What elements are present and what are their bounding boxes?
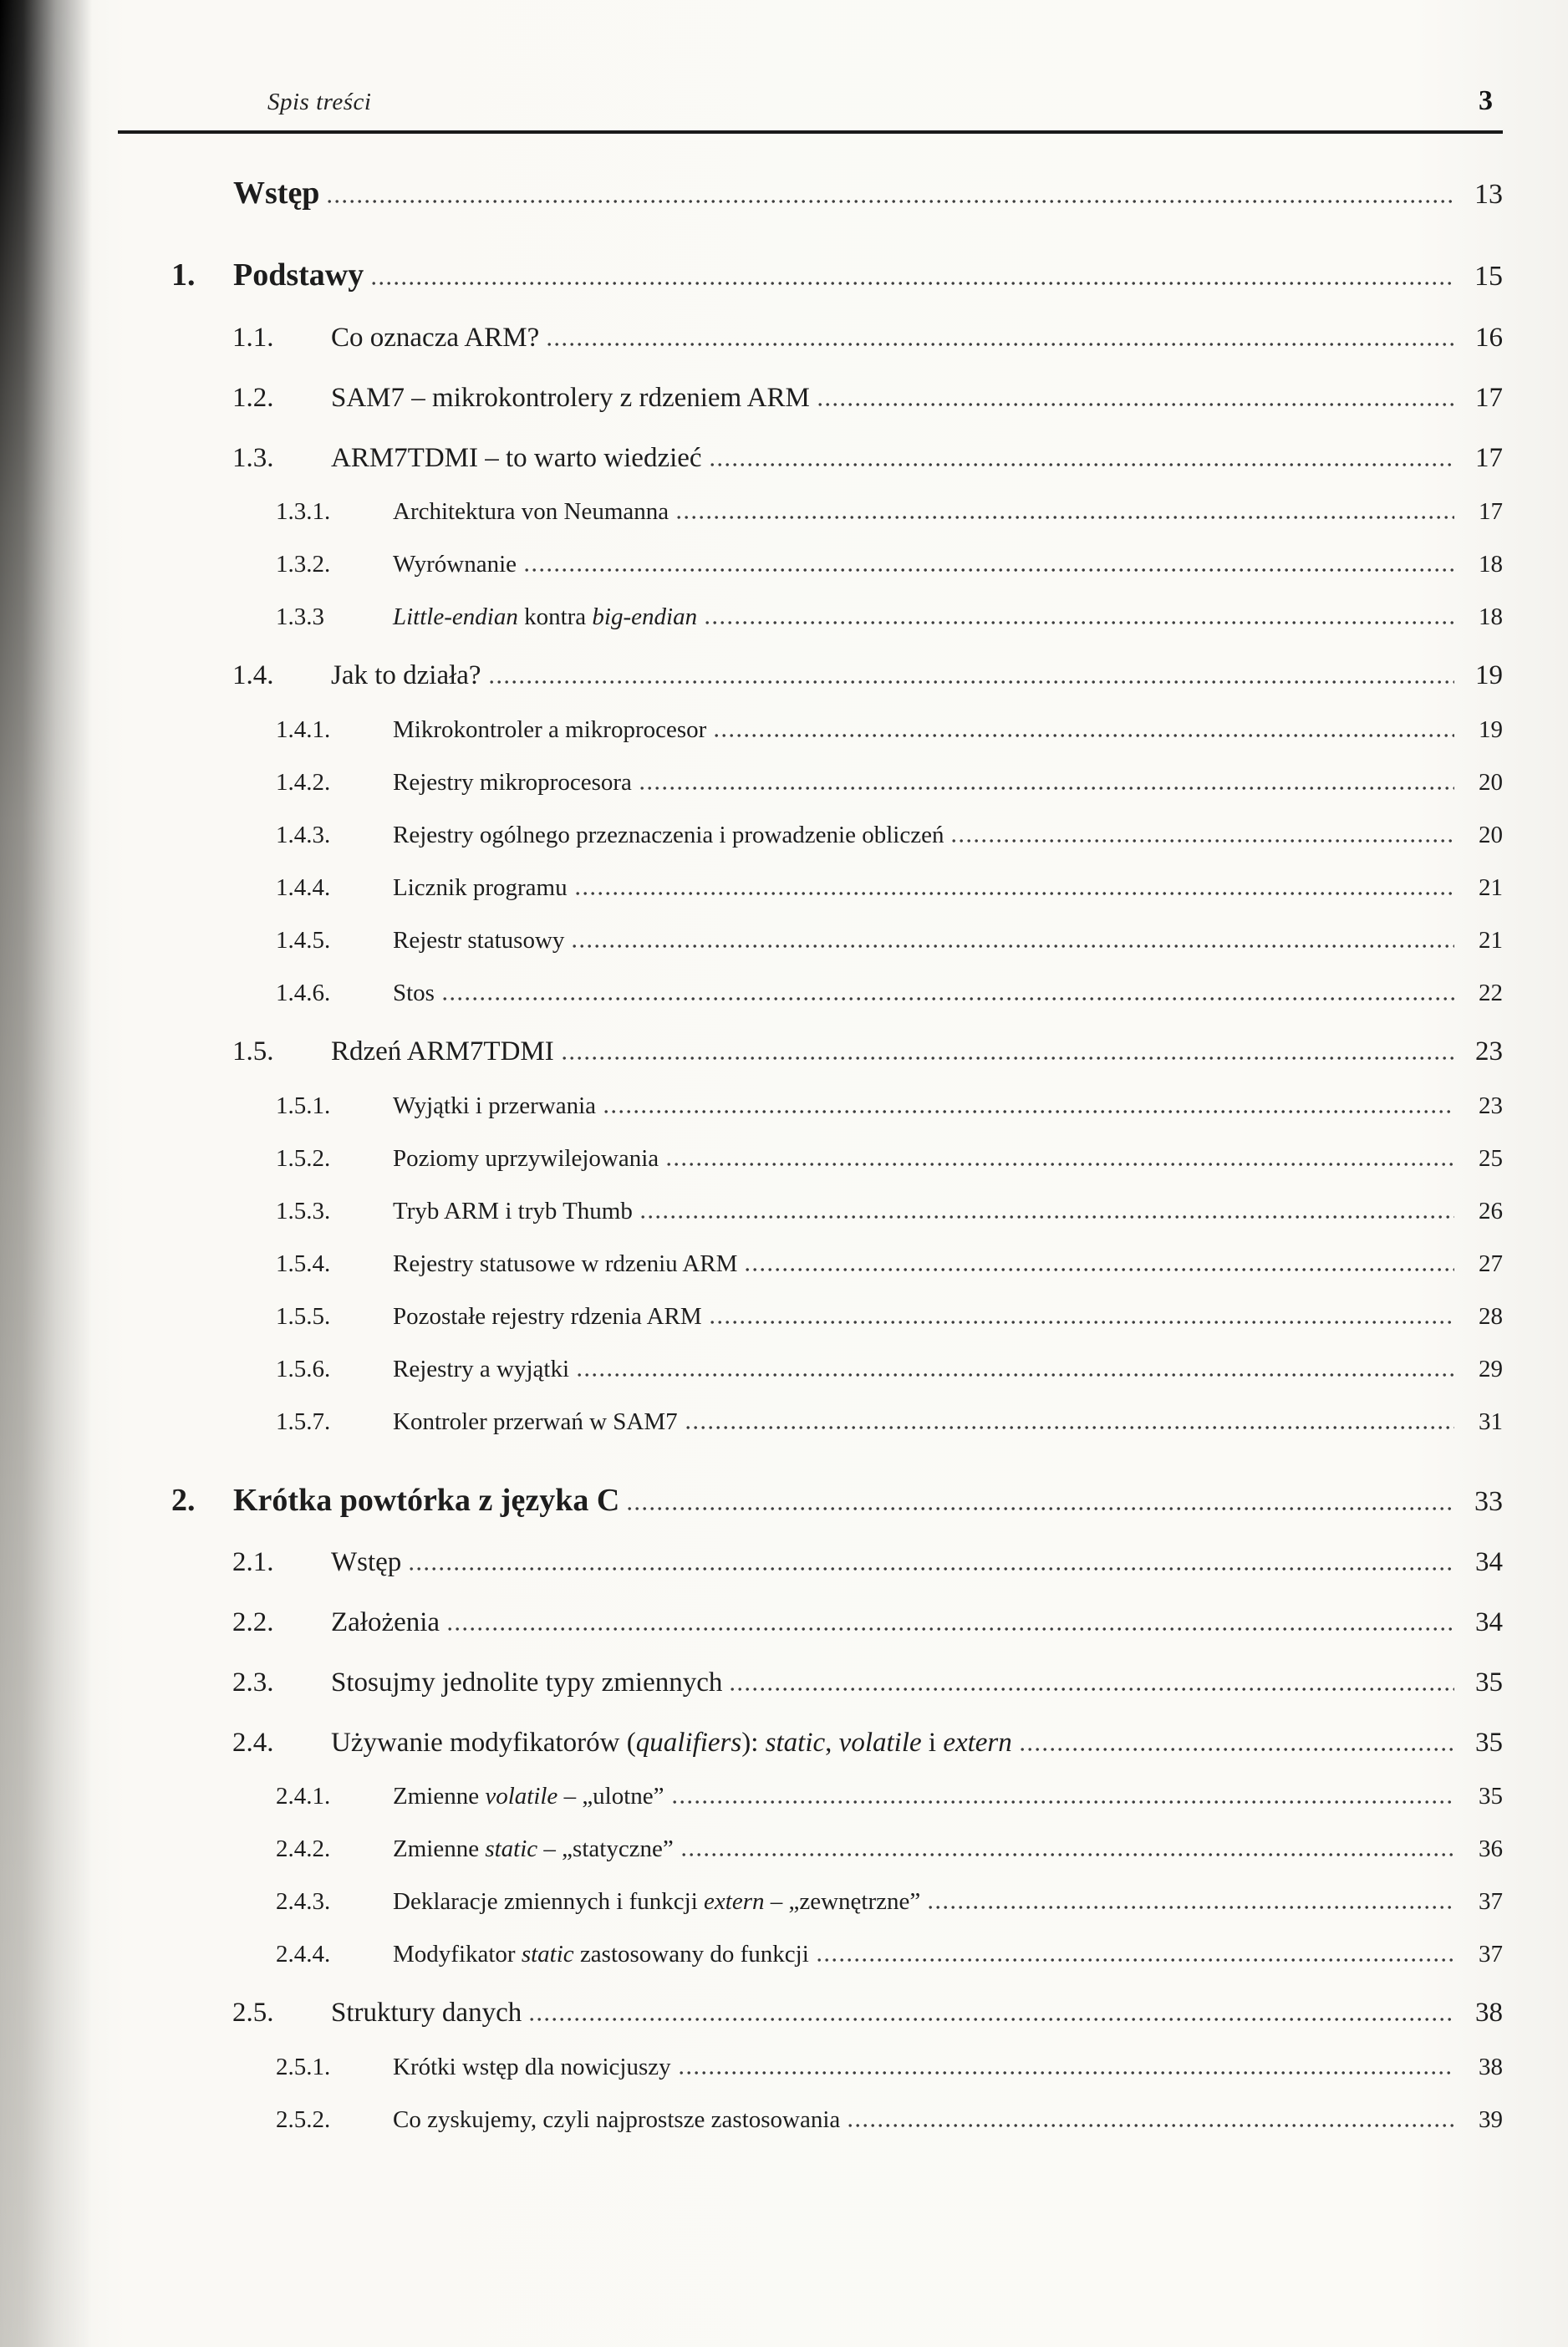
dotted-leader [443,997,1454,1000]
dotted-leader [682,1853,1454,1856]
toc-entry-title: Struktury danych [331,1998,522,2029]
toc-entry-number: 2.5. [232,1998,274,2029]
toc-entry-number: 1.1. [232,322,274,353]
toc-entry-title: Krótka powtórka z języka C [233,1482,620,1518]
toc-entry [232,1606,1503,1640]
toc-entry [171,1481,1503,1520]
toc-entry-title: Co oznacza ARM? [331,322,540,353]
toc-entry [276,821,1503,851]
toc-entry-number: 2.3. [232,1667,274,1698]
toc-entry-number: 1.5.3. [276,1197,331,1224]
dotted-leader [604,1110,1454,1113]
toc-entry-title: Wstęp [233,176,320,211]
dotted-leader [715,734,1454,737]
running-title: Spis treści [267,89,372,115]
toc-entry-page: 17 [1475,382,1503,413]
toc-entry-title: Mikrokontroler a mikroprocesor [393,716,707,744]
toc-entry-number: 1.5.2. [276,1144,331,1172]
toc-entry-page: 17 [1475,442,1503,473]
toc-entry [232,1545,1503,1580]
dotted-leader [746,1268,1454,1271]
dotted-leader [731,1688,1454,1691]
toc-entry-number: 1.5.1. [276,1092,331,1119]
dotted-leader [547,343,1454,346]
toc-entry-title: Wyrównanie [393,551,517,578]
toc-entry-number: 1.5.6. [276,1355,331,1382]
toc-entry-title: Krótki wstęp dla nowicjuszy [393,2054,671,2081]
dotted-leader [929,1906,1454,1909]
toc-entry [276,1250,1503,1280]
dotted-leader [573,944,1454,948]
toc-entry-number: 1.4.2. [276,769,331,797]
toc-entry [232,659,1503,693]
toc-entry-number: 2.4.3. [276,1888,331,1916]
toc-entry-page: 38 [1475,1998,1503,2029]
dotted-leader [372,282,1454,285]
toc-entry-number: 2.4.2. [276,1835,331,1863]
toc-entry-title: Modyfikator static zastosowany do funkcji [393,1941,809,1968]
toc-entry-title: Zmienne static – „statyczne” [393,1835,674,1863]
toc-entry-number: 1.3.3 [276,603,324,631]
toc-entry-page: 17 [1479,498,1503,526]
toc-entry [276,497,1503,527]
toc-entry [276,1092,1503,1122]
toc-entry-page: 31 [1479,1408,1503,1435]
dotted-leader [817,1958,1454,1962]
toc-entry-page: 15 [1474,261,1503,293]
dotted-leader [578,1373,1454,1377]
dotted-leader [667,1163,1454,1166]
dotted-leader [530,2018,1454,2021]
toc-entry-number: 1.3.2. [276,551,331,578]
dotted-leader [848,2124,1454,2127]
toc-entry-title: Little-endian kontra big-endian [393,603,698,631]
toc-entry [232,1996,1503,2030]
toc-entry [171,174,1503,212]
dotted-leader [328,200,1454,203]
toc-entry [171,256,1503,294]
toc-entry-page: 37 [1479,1888,1503,1916]
toc-entry-number: 2.5.1. [276,2054,331,2081]
toc-entry-page: 21 [1479,874,1503,902]
toc-entry-page: 25 [1479,1144,1503,1172]
toc-entry [276,550,1503,580]
toc-entry-page: 28 [1479,1302,1503,1330]
toc-entry-number: 1.4.6. [276,979,331,1006]
toc-entry-title: Rejestry statusowe w rdzeniu ARM [393,1250,738,1277]
toc-entry-title: Architektura von Neumanna [393,498,669,526]
toc-entry-number: 1.2. [232,382,274,413]
toc-entry-page: 27 [1479,1250,1503,1277]
toc-entry-page: 33 [1474,1485,1503,1517]
dotted-leader [641,1215,1454,1219]
toc-entry-page: 16 [1475,322,1503,353]
dotted-leader [952,839,1454,843]
toc-entry-number: 1.5. [232,1036,274,1067]
toc-entry-page: 29 [1479,1355,1503,1382]
toc-entry-number: 2.1. [232,1546,274,1577]
toc-entry-number: 2.2. [232,1606,274,1637]
toc-entry-page: 19 [1475,660,1503,691]
dotted-leader [710,1321,1454,1324]
toc-entry [276,1782,1503,1812]
toc-entry-title: Rejestry ogólnego przeznaczenia i prowadzenie obliczeń [393,822,944,849]
toc-entry [276,768,1503,798]
toc-entry-number: 1.4.4. [276,874,331,902]
dotted-leader [490,680,1454,684]
dotted-leader [818,403,1454,406]
dotted-leader [705,621,1454,624]
toc-entry-page: 39 [1479,2106,1503,2134]
toc-entry-title: Stos [393,979,435,1006]
toc-entry-page: 20 [1479,822,1503,849]
toc-entry-number: 1.3.1. [276,498,331,526]
dotted-leader [410,1567,1454,1571]
toc-entry-page: 18 [1479,551,1503,578]
toc-entry-title: Wstęp [331,1546,402,1577]
toc-entry-number: 1.5.4. [276,1250,331,1277]
toc-entry-page: 19 [1479,716,1503,744]
toc-entry-title: Rejestr statusowy [393,927,565,955]
toc-entry-title: Rejestry a wyjątki [393,1355,570,1382]
toc-entry-page: 26 [1479,1197,1503,1224]
toc-entry-number: 2.5.2. [276,2106,331,2134]
toc-entry-title: Pozostałe rejestry rdzenia ARM [393,1302,702,1330]
toc-entry [276,1887,1503,1917]
toc-entry-page: 23 [1475,1036,1503,1067]
toc-list [171,174,1503,2136]
toc-entry-number: 1.5.5. [276,1302,331,1330]
toc-entry-number: 1. [171,257,196,293]
toc-entry-number: 1.4. [232,660,274,691]
toc-entry-page: 34 [1475,1606,1503,1637]
header-rule [118,130,1503,134]
toc-entry-page: 38 [1479,2054,1503,2081]
toc-entry-title: Jak to działa? [331,660,481,691]
toc-entry-title: ARM7TDMI – to warto wiedzieć [331,442,702,473]
toc-entry-number: 2.4.4. [276,1941,331,1968]
toc-entry-number: 2.4. [232,1727,274,1758]
toc-entry-title: Kontroler przerwań w SAM7 [393,1408,678,1435]
toc-entry-page: 23 [1479,1092,1503,1119]
toc-entry [232,321,1503,355]
toc-entry [276,1355,1503,1385]
toc-entry-title: SAM7 – mikrokontrolery z rdzeniem ARM [331,382,810,413]
toc-entry-page: 13 [1474,179,1503,210]
toc-entry [276,1835,1503,1865]
toc-entry [276,2053,1503,2083]
dotted-leader [640,787,1454,790]
toc-entry-number: 1.3. [232,442,274,473]
toc-entry [232,1726,1503,1760]
dotted-leader [673,1800,1454,1804]
toc-entry-title: Co zyskujemy, czyli najprostsze zastosowania [393,2106,841,2134]
toc-entry [276,979,1503,1009]
page-number: 3 [1479,85,1493,116]
toc-entry-title: Rejestry mikroprocesora [393,769,632,797]
dotted-leader [710,463,1454,466]
toc-entry-page: 35 [1479,1783,1503,1810]
toc-entry [276,715,1503,746]
toc-entry-page: 35 [1475,1667,1503,1698]
toc-entry-page: 37 [1479,1941,1503,1968]
toc-entry [276,1302,1503,1332]
toc-entry-title: Licznik programu [393,874,568,902]
toc-entry-page: 36 [1479,1835,1503,1863]
toc-entry-title: Rdzeń ARM7TDMI [331,1036,554,1067]
running-head [171,85,1503,117]
toc-entry [276,1408,1503,1438]
toc-entry [276,873,1503,904]
toc-entry-number: 1.4.3. [276,822,331,849]
toc-entry-title: Stosujmy jednolite typy zmiennych [331,1667,723,1698]
dotted-leader [680,2071,1454,2075]
toc-entry-number: 1.4.5. [276,927,331,955]
toc-entry-number: 1.4.1. [276,716,331,744]
dotted-leader [563,1056,1454,1060]
toc-entry [276,1197,1503,1227]
toc-entry [276,603,1503,633]
toc-entry-title: Deklaracje zmiennych i funkcji extern – „zewnętrzne” [393,1888,921,1916]
dotted-leader [448,1627,1454,1631]
toc-entry-page: 22 [1479,979,1503,1006]
toc-entry [276,2105,1503,2136]
dotted-leader [628,1507,1454,1510]
dotted-leader [525,568,1454,572]
dotted-leader [677,516,1454,519]
toc-entry-title: Używanie modyfikatorów (qualifiers): static, volatile i extern [331,1727,1012,1758]
toc-entry [232,381,1503,415]
toc-entry-title: Założenia [331,1606,440,1637]
dotted-leader [576,892,1454,895]
toc-entry [232,441,1503,476]
toc-entry-number: 2. [171,1482,196,1518]
dotted-leader [1021,1748,1454,1751]
toc-entry-title: Wyjątki i przerwania [393,1092,597,1119]
toc-entry [276,1144,1503,1174]
toc-entry [276,926,1503,956]
toc-entry-title: Tryb ARM i tryb Thumb [393,1197,633,1224]
toc-entry-page: 35 [1475,1727,1503,1758]
toc-entry-page: 20 [1479,769,1503,797]
toc-entry-page: 21 [1479,927,1503,955]
toc-entry-number: 2.4.1. [276,1783,331,1810]
dotted-leader [686,1426,1454,1429]
toc-entry-number: 1.5.7. [276,1408,331,1435]
toc-entry-title: Poziomy uprzywilejowania [393,1144,659,1172]
toc-entry [232,1666,1503,1700]
toc-entry-page: 34 [1475,1546,1503,1577]
toc-entry [232,1035,1503,1069]
toc-entry-title: Podstawy [233,257,364,293]
toc-entry-title: Zmienne volatile – „ulotne” [393,1783,664,1810]
toc-entry [276,1940,1503,1970]
toc-entry-page: 18 [1479,603,1503,631]
